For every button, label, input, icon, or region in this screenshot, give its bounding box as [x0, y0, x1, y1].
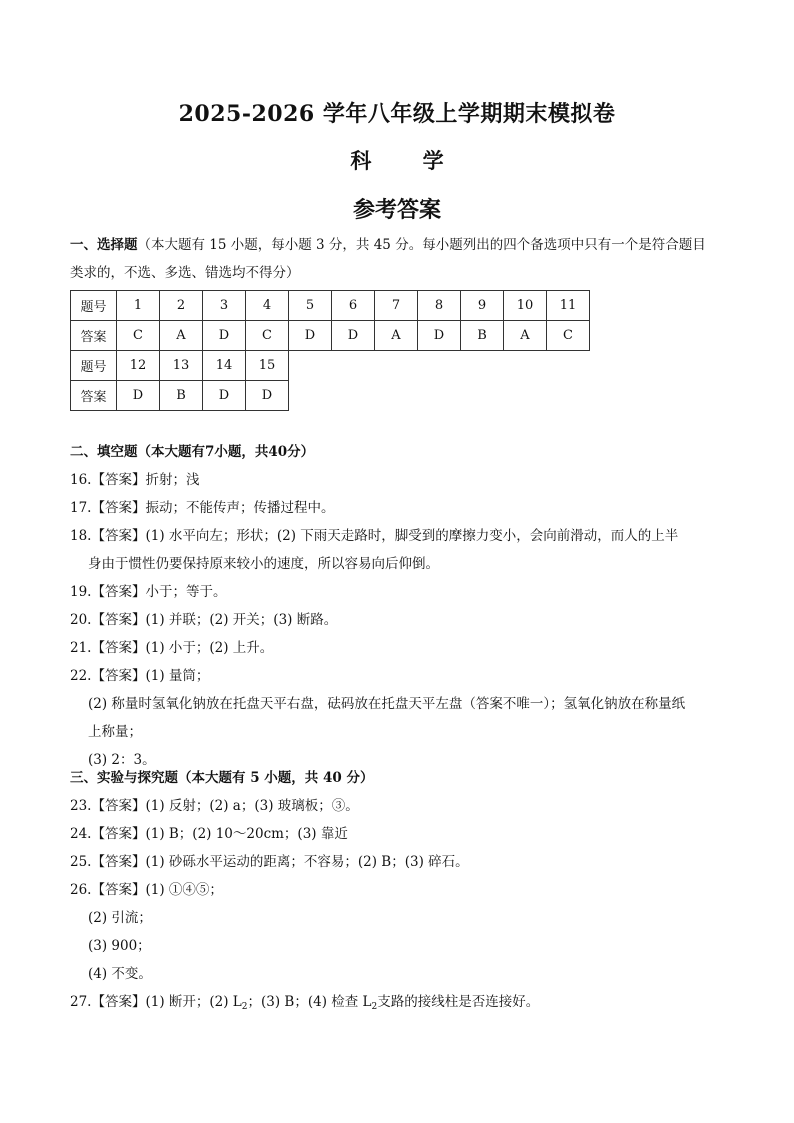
- table-empty: [289, 351, 332, 381]
- answer-24: 24.【答案】(1) B；(2) 10～20cm；(3) 靠近: [70, 826, 348, 842]
- table-cell: A: [375, 321, 418, 351]
- answer-18: 18.【答案】(1) 水平向左；形状；(2) 下雨天走路时，脚受到的摩擦力变小，会向前滑动，而人的上半: [70, 528, 679, 544]
- section2-heading: 二、填空题（本大题有7小题，共40分）: [70, 444, 315, 460]
- table-cell: D: [418, 321, 461, 351]
- answer-21: 21.【答案】(1) 小于；(2) 上升。: [70, 640, 274, 656]
- answer-26-part2: (2) 引流；: [88, 910, 152, 926]
- answer-27: [70, 988, 730, 1021]
- answer-title: 参考答案: [352, 197, 441, 223]
- subscript: 2: [371, 1002, 378, 1012]
- answer-18-cont: 身由于惯性仍要保持原来较小的速度，所以容易向后仰倒。: [88, 556, 439, 572]
- answer-25: 25.【答案】(1) 砂砾水平运动的距离；不容易；(2) B；(3) 碎石。: [70, 854, 469, 870]
- table-empty: [461, 351, 504, 381]
- answer-16: 16.【答案】折射；浅: [70, 472, 200, 488]
- table-cell: D: [246, 381, 289, 411]
- answer-22-part2-cont: 上称量；: [88, 724, 142, 740]
- table-cell: 7: [375, 291, 418, 321]
- section3-heading: 三、实验与探究题（本大题有 5 小题，共 40 分）: [70, 770, 374, 786]
- answer-27-part-c: 支路的接线柱是否连接好。: [377, 994, 540, 1010]
- table-empty: [547, 351, 590, 381]
- table-cell: D: [117, 381, 160, 411]
- table-cell: 11: [547, 291, 590, 321]
- table-empty: [504, 381, 547, 411]
- table-cell: A: [160, 321, 203, 351]
- table-cell: 5: [289, 291, 332, 321]
- table-label: 答案: [71, 321, 117, 351]
- table-empty: [332, 381, 375, 411]
- table-empty: [418, 351, 461, 381]
- table-empty: [332, 351, 375, 381]
- table-cell: D: [203, 321, 246, 351]
- answer-26-part3: (3) 900；: [88, 938, 151, 954]
- table-row: [71, 351, 590, 381]
- table-cell: 14: [203, 351, 246, 381]
- table-cell: 3: [203, 291, 246, 321]
- table-cell: 1: [117, 291, 160, 321]
- table-label: 题号: [71, 351, 117, 381]
- table-cell: A: [504, 321, 547, 351]
- section1-heading: 一、选择题: [70, 237, 138, 253]
- table-empty: [547, 381, 590, 411]
- answer-23: 23.【答案】(1) 反射；(2) a；(3) 玻璃板；③。: [70, 798, 359, 814]
- section3: [70, 764, 730, 1021]
- subscript: 2: [241, 1002, 248, 1012]
- table-empty: [289, 381, 332, 411]
- table-row: [71, 321, 590, 351]
- answer-22-part2: (2) 称量时氢氧化钠放在托盘天平右盘，砝码放在托盘天平左盘（答案不唯一）；氢氧化钠放在称量纸: [88, 696, 686, 712]
- section1-intro: [70, 231, 730, 287]
- table-cell: 12: [117, 351, 160, 381]
- answer-17: 17.【答案】振动；不能传声；传播过程中。: [70, 500, 335, 516]
- table-cell: C: [117, 321, 160, 351]
- table-empty: [504, 351, 547, 381]
- answer-table: [70, 290, 590, 411]
- table-label: 题号: [71, 291, 117, 321]
- answer-22: 22.【答案】(1) 量筒；: [70, 668, 210, 684]
- table-cell: 9: [461, 291, 504, 321]
- table-cell: 8: [418, 291, 461, 321]
- table-empty: [418, 381, 461, 411]
- answer-27-part-a: 27.【答案】(1) 断开；(2) L: [70, 994, 242, 1010]
- table-cell: B: [461, 321, 504, 351]
- table-cell: 6: [332, 291, 375, 321]
- section1-desc-cont: 类求的，不选、多选、错选均不得分）: [70, 265, 300, 281]
- answer-26: 26.【答案】(1) ①④⑤；: [70, 882, 223, 898]
- table-cell: 13: [160, 351, 203, 381]
- table-cell: 15: [246, 351, 289, 381]
- table-cell: D: [203, 381, 246, 411]
- table-label: 答案: [71, 381, 117, 411]
- table-row: [71, 381, 590, 411]
- answer-19: 19.【答案】小于；等于。: [70, 584, 227, 600]
- table-cell: D: [289, 321, 332, 351]
- answer-22-part3: (3) 2：3。: [88, 752, 156, 768]
- table-cell: 4: [246, 291, 289, 321]
- page-title: 2025-2026 学年八年级上学期期末模拟卷: [178, 101, 616, 127]
- table-cell: 2: [160, 291, 203, 321]
- table-cell: C: [547, 321, 590, 351]
- table-row: [71, 291, 590, 321]
- subject-title: 科 学: [350, 148, 466, 173]
- table-cell: D: [332, 321, 375, 351]
- section1-desc: （本大题有 15 小题，每小题 3 分，共 45 分。每小题列出的四个备选项中只有一个是符合题目: [137, 237, 706, 253]
- answer-27-part-b: ；(3) B；(4) 检查 L: [247, 994, 372, 1010]
- table-empty: [375, 381, 418, 411]
- answer-20: 20.【答案】(1) 并联；(2) 开关；(3) 断路。: [70, 612, 338, 628]
- table-empty: [461, 381, 504, 411]
- section2: [70, 438, 730, 774]
- table-cell: 10: [504, 291, 547, 321]
- answer-26-part4: (4) 不变。: [88, 966, 152, 982]
- table-cell: B: [160, 381, 203, 411]
- table-empty: [375, 351, 418, 381]
- table-cell: C: [246, 321, 289, 351]
